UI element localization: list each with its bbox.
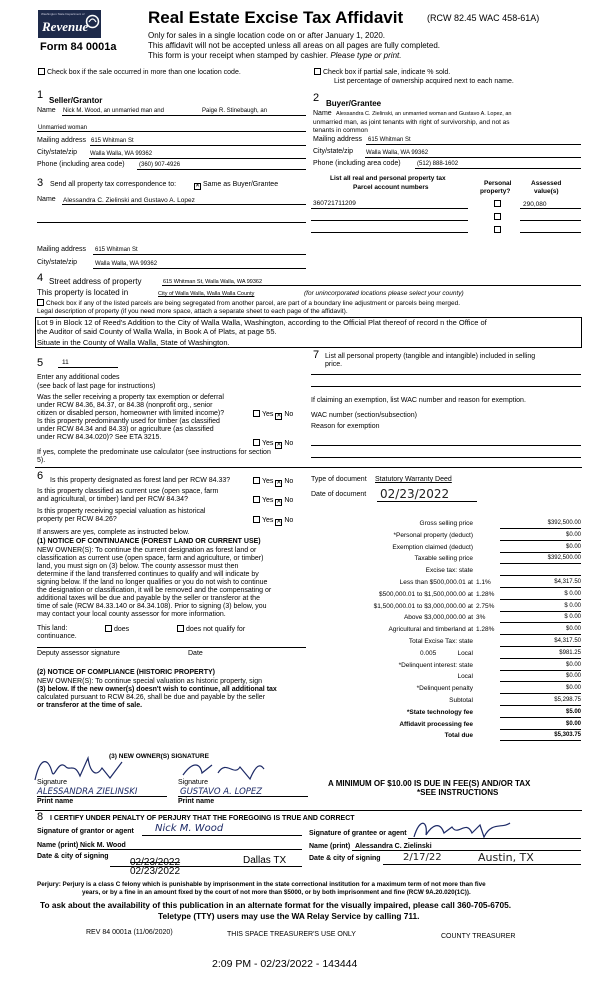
current-use-yesno[interactable]: Yes ✕ No bbox=[253, 496, 293, 506]
forest-yesno[interactable]: Yes ✕ No bbox=[253, 477, 293, 487]
tax-row-amount: $0.00 bbox=[565, 673, 581, 680]
corr-name: Alessandra C. Zielinski and Gustavo A. Lopez bbox=[63, 197, 195, 204]
section-1-number: 1 bbox=[37, 89, 44, 101]
this-land-label: This land: bbox=[37, 625, 68, 632]
sig-label-1: Signature bbox=[37, 779, 67, 786]
county-treasurer-label: COUNTY TREASURER bbox=[441, 933, 516, 940]
tax-row-label: *Delinquent interest: state bbox=[398, 661, 473, 669]
tax-row-amount: $0.00 bbox=[565, 626, 581, 633]
buyer-name-2: unmarried man, as joint tenants with right of survivorship, and not as bbox=[313, 119, 510, 126]
tax-row-label: Agricultural and timberland at bbox=[388, 626, 473, 634]
notice-compliance-title: (2) NOTICE OF COMPLIANCE (HISTORIC PROPERTY) bbox=[37, 669, 215, 676]
tax-row-label: Subtotal bbox=[449, 697, 473, 704]
section-3-number: 3 bbox=[37, 177, 44, 189]
section-5-number: 5 bbox=[37, 357, 44, 369]
tax-row-label: *Personal property (deduct) bbox=[393, 531, 473, 539]
grantor-signature: Nick M. Wood bbox=[155, 823, 224, 834]
print-name-1: ALESSANDRA ZIELINSKI bbox=[37, 787, 138, 797]
segregation-check[interactable]: Check box if any of the listed parcels are being segregated from another parcel, are part of a boundary line adjustment or parcels being merged. bbox=[37, 299, 460, 308]
addl-codes-note: (see back of last page for instructions) bbox=[37, 383, 156, 390]
tax-row-amount: $5.00 bbox=[565, 708, 581, 715]
partial-sale-note: List percentage of ownership acquired next to each name. bbox=[334, 78, 514, 85]
doc-type: Statutory Warranty Deed bbox=[375, 476, 452, 483]
seller-heading: Seller/Grantor bbox=[49, 96, 103, 105]
minimum-due-note: A MINIMUM OF $10.00 IS DUE IN FEE(S) AND/OR TAX bbox=[328, 779, 531, 788]
legal-line-3: Situate in the County of Walla Walla, State of Washington. bbox=[37, 338, 230, 347]
historic-yesno[interactable]: Yes ✕ No bbox=[253, 516, 293, 526]
forest-question: Is this property designated as forest land per RCW 84.33? bbox=[50, 477, 231, 484]
buyer-heading: Buyer/Grantee bbox=[326, 99, 382, 108]
legal-line-1: Lot 9 in Block 12 of Reed's Addition to the City of Walla Walla, Washington, according to the Official Plat thereof of record n the Office of bbox=[37, 318, 487, 327]
grantee-name: Alessandra C. Zielinski bbox=[355, 843, 432, 850]
q-exemption-3: citizen or disabled person, homeowner with limited income)? bbox=[37, 410, 225, 417]
personal-heading-2: property? bbox=[480, 188, 511, 195]
q-exemption-yesno[interactable]: Yes ✕ No bbox=[253, 410, 293, 420]
print-label-1: Print name bbox=[37, 798, 74, 805]
tax-row-amount: $0.00 bbox=[565, 685, 581, 692]
buyer-city: Walla Walla, WA 99362 bbox=[366, 150, 429, 156]
parcel-heading-1: List all real and personal property tax bbox=[330, 175, 446, 182]
new-owner-sig-title: (3) NEW OWNER(S) SIGNATURE bbox=[109, 753, 209, 760]
tax-row-rate: 0.005 bbox=[420, 649, 437, 657]
if-yes-note: If answers are yes, complete as instructed below. bbox=[37, 529, 190, 536]
seller-name-2: Paige R. Stinebaugh, an bbox=[202, 108, 268, 114]
buyer-phone: (512) 888-1602 bbox=[417, 161, 459, 167]
parcel-heading-2: Parcel account numbers bbox=[353, 184, 429, 191]
assessed-heading-2: value(s) bbox=[534, 188, 559, 195]
personal-check-1[interactable] bbox=[494, 200, 501, 207]
partial-sale-check[interactable]: Check box if partial sale, indicate % sold. bbox=[314, 68, 450, 77]
seller-name-1: Nick M. Wood, an unmarried man and bbox=[63, 108, 164, 114]
section-4-number: 4 bbox=[37, 272, 44, 284]
q-timber-2: under RCW 84.34 and 84.33) or agriculture (as classified bbox=[37, 426, 214, 433]
tax-row-label: Gross selling price bbox=[419, 520, 473, 527]
tax-row-rate: 1.28% bbox=[476, 626, 495, 634]
revenue-logo bbox=[38, 10, 101, 38]
section-7-number: 7 bbox=[313, 349, 320, 361]
corr-mail: 615 Whitman St bbox=[95, 247, 138, 253]
location-note: (for unincorporated locations please select your county) bbox=[304, 290, 464, 297]
tax-row-label: Total Excise Tax: state bbox=[408, 638, 473, 645]
tax-row-label: *Delinquent penalty bbox=[416, 685, 473, 693]
wac-label: WAC number (section/subsection) bbox=[311, 412, 417, 419]
print-label-2: Print name bbox=[178, 798, 215, 805]
section-8-number: 8 bbox=[37, 811, 44, 823]
notice-continuance-title: (1) NOTICE OF CONTINUANCE (FOREST LAND OR CURRENT USE) bbox=[37, 538, 261, 545]
header-line-1: Only for sales in a single location code on or after January 1, 2020. bbox=[148, 31, 386, 40]
grantor-name: Nick M. Wood bbox=[80, 842, 126, 849]
grantee-date-label: Date & city of signing bbox=[309, 855, 381, 862]
tax-row-amount: $ 0.00 bbox=[564, 602, 581, 609]
grantee-city: Austin, TX bbox=[478, 851, 534, 864]
tax-row-label: Local bbox=[457, 649, 473, 657]
tax-row-amount: $4,317.50 bbox=[554, 579, 581, 585]
tax-row-amount: $392,500.00 bbox=[547, 555, 581, 562]
buyer-phone-label: Phone (including area code) bbox=[313, 160, 401, 167]
current-use-q-2: and agricultural, or timber) land per RCW 84.34? bbox=[37, 496, 188, 503]
assessor-date-label: Date bbox=[188, 650, 203, 657]
tax-row-rate: 1.1% bbox=[476, 579, 491, 586]
grantor-name-label: Name (print) bbox=[37, 842, 79, 849]
legal-line-2: the Auditor of said County of Walla Walla, in Book A of Plats, at page 55. bbox=[37, 327, 277, 336]
doc-date-label: Date of document bbox=[311, 491, 367, 498]
historic-q-1: Is this property receiving special valuation as historical bbox=[37, 508, 206, 515]
same-as-buyer-check[interactable]: ✕ Same as Buyer/Grantee bbox=[195, 181, 279, 189]
tax-row-amount: $ 0.00 bbox=[564, 614, 581, 621]
rcw-reference: (RCW 82.45 WAC 458-61A) bbox=[427, 13, 540, 23]
tax-row-label: Total due bbox=[444, 732, 473, 740]
grantee-date: 2/17/22 bbox=[403, 852, 442, 863]
tax-row-amount: $0.00 bbox=[565, 720, 581, 727]
addl-codes-label: Enter any additional codes bbox=[37, 374, 120, 381]
buyer-mail-label: Mailing address bbox=[313, 136, 363, 143]
tax-row-amount: $0.00 bbox=[565, 661, 581, 668]
alt-format-line-2: Teletype (TTY) users may use the WA Relay Service by calling 711. bbox=[158, 911, 420, 921]
tax-row-amount: $4,317.50 bbox=[554, 638, 581, 644]
personal-prop-label-1: List all personal property (tangible and intangible) included in selling bbox=[325, 353, 536, 360]
tax-row-amount: $392,500.00 bbox=[547, 520, 581, 526]
reason-label: Reason for exemption bbox=[311, 423, 380, 430]
logo-swirl-icon bbox=[85, 14, 100, 29]
tax-row-label: Above $3,000,000.00 at bbox=[403, 614, 473, 622]
tax-row-rate: 2.75% bbox=[476, 602, 495, 610]
assessor-sig-label: Deputy assessor signature bbox=[37, 650, 120, 657]
perjury-line-1: Perjury: Perjury is a class C felony which is punishable by imprisonment in the state correctional institution for a maximum term of not more than five bbox=[37, 881, 486, 888]
tax-row-rate: 3% bbox=[476, 614, 486, 622]
seller-name-label: Name bbox=[37, 107, 56, 114]
treasurer-space-label: THIS SPACE TREASURER'S USE ONLY bbox=[227, 931, 356, 938]
location-label: This property is located in bbox=[37, 288, 129, 297]
corr-city: Walla Walla, WA 99362 bbox=[95, 261, 158, 267]
page-title: Real Estate Excise Tax Affidavit bbox=[148, 8, 404, 27]
grantor-date-label: Date & city of signing bbox=[37, 853, 109, 860]
q-calc-2: 5). bbox=[37, 457, 46, 464]
personal-heading-1: Personal bbox=[484, 180, 512, 187]
revision-label: REV 84 0001a (11/06/2020) bbox=[86, 929, 173, 936]
tax-row-rate: 1.28% bbox=[476, 590, 495, 598]
logo-text: Revenue bbox=[42, 19, 89, 34]
does-check[interactable]: does bbox=[105, 625, 129, 634]
form-number: Form 84 0001a bbox=[40, 41, 117, 53]
multi-location-check[interactable]: Check box if the sale occurred in more than one location code. bbox=[38, 68, 241, 77]
alt-format-line-1: To ask about the availability of this publication in an alternate format for the visually impaired, please call 360-705-6705. bbox=[40, 900, 512, 910]
tax-row-label: $500,000.01 to $1,500,000.00 at bbox=[379, 590, 473, 598]
tax-row-label: *State technology fee bbox=[406, 708, 473, 716]
seller-phone-label: Phone (including area code) bbox=[37, 161, 125, 168]
tax-row-label: $1,500,000.01 to $3,000,000.00 at bbox=[373, 602, 473, 610]
continuance-label: continuance. bbox=[37, 633, 77, 640]
perjury-line-2: years, or by a fine in an amount fixed by the court of not more than $5000, or by both imprisonment and fine (RCW 9A.20.020(1C)). bbox=[82, 889, 471, 896]
legal-desc-label: Legal description of property (if you need more space, attach a separate sheet to each page of the affidavit). bbox=[37, 308, 348, 315]
grantor-date: 02/23/2022 bbox=[130, 866, 181, 877]
tax-row-label: Affidavit processing fee bbox=[399, 720, 473, 728]
assessed-heading-1: Assessed bbox=[531, 180, 562, 187]
receipt-stamp: 2:09 PM - 02/23/2022 - 143444 bbox=[212, 958, 358, 970]
buyer-name-3: tenants in common bbox=[313, 127, 368, 134]
tax-corr-label: Send all property tax correspondence to: bbox=[50, 181, 177, 188]
tax-row-amount: $0.00 bbox=[565, 531, 581, 538]
section-6-number: 6 bbox=[37, 470, 44, 482]
grantor-date-struck: 02/23/2022 bbox=[130, 857, 181, 868]
q-exemption-1: Was the seller receiving a property tax exemption or deferral bbox=[37, 394, 224, 401]
tax-row-amount: $5,298.75 bbox=[554, 697, 581, 703]
header-line-2: This affidavit will not be accepted unless all areas on all pages are fully completed. bbox=[148, 41, 441, 50]
current-use-q-1: Is this property classified as current use (open space, farm bbox=[37, 488, 219, 495]
seller-mail: 615 Whitman St bbox=[91, 138, 134, 144]
street-label: Street address of property bbox=[49, 277, 142, 286]
buyer-name-1: Alessandra C. Zielinski, an unmarried woman and Gustavo A. Lopez, an bbox=[336, 111, 512, 117]
tax-row-label: Local bbox=[457, 673, 473, 681]
q-timber-3: under RCW 84.34.020)? See ETA 3215. bbox=[37, 434, 162, 441]
personal-check-3[interactable] bbox=[494, 226, 501, 233]
tax-row-label: Less than $500,000.01 at bbox=[399, 579, 473, 586]
q-timber-yesno[interactable]: Yes ✕ No bbox=[253, 439, 293, 449]
header-line-3: This form is your receipt when stamped by cashier. Please type or print. bbox=[148, 51, 402, 60]
see-instructions: *SEE INSTRUCTIONS bbox=[417, 788, 499, 797]
exemption-label: If claiming an exemption, list WAC number and reason for exemption. bbox=[311, 397, 526, 404]
tax-row-amount: $ 0.00 bbox=[564, 590, 581, 597]
q-timber-1: Is this property predominantly used for timber (as classified bbox=[37, 418, 220, 425]
seller-city-label: City/state/zip bbox=[37, 149, 78, 156]
parcel-account: 360721711209 bbox=[313, 200, 356, 207]
buyer-city-label: City/state/zip bbox=[313, 148, 354, 155]
tax-row-amount: $0.00 bbox=[565, 543, 581, 550]
certify-title: I CERTIFY UNDER PENALTY OF PERJURY THAT THE FOREGOING IS TRUE AND CORRECT bbox=[50, 815, 355, 822]
seller-phone: (360) 907-4926 bbox=[139, 162, 181, 168]
personal-prop-label-2: price. bbox=[325, 361, 343, 368]
tax-row-amount: $5,303.75 bbox=[554, 732, 581, 739]
historic-q-2: property per RCW 84.26? bbox=[37, 516, 117, 523]
grantee-sig-label: Signature of grantee or agent bbox=[309, 830, 407, 837]
doc-type-label: Type of document bbox=[311, 476, 367, 483]
seller-name-3: Unmarried woman bbox=[38, 125, 88, 131]
corr-city-label: City/state/zip bbox=[37, 259, 78, 266]
buyer-name-label: Name bbox=[313, 110, 332, 117]
seller-mail-label: Mailing address bbox=[37, 137, 87, 144]
print-name-2: GUSTAVO A. LOPEZ bbox=[180, 787, 263, 797]
q-calc-1: If yes, complete the predominate use calculator (see instructions for section bbox=[37, 449, 271, 456]
grantor-city: Dallas TX bbox=[243, 855, 287, 866]
q-exemption-2: under RCW 84.36, 84.37, or 84.38 (nonprofit org., senior bbox=[37, 402, 213, 409]
tax-row-label: Taxable selling price bbox=[414, 555, 473, 563]
buyer-mail: 615 Whitman St bbox=[368, 137, 411, 143]
street-address: 615 Whitman St, Walla Walla, WA 99362 bbox=[163, 279, 263, 285]
grantor-sig-label: Signature of grantor or agent bbox=[37, 828, 134, 835]
location-value: City of Walla Walla, Walla Walla County bbox=[158, 291, 255, 297]
personal-check-2[interactable] bbox=[494, 213, 501, 220]
logo-subtitle: Washington State Department of bbox=[41, 12, 85, 16]
doc-date: 02/23/2022 bbox=[380, 487, 450, 501]
seller-city: Walla Walla, WA 99362 bbox=[90, 151, 153, 157]
corr-mail-label: Mailing address bbox=[37, 246, 87, 253]
sig-label-2: Signature bbox=[178, 779, 208, 786]
grantee-name-label: Name (print) bbox=[309, 843, 351, 850]
tax-row-amount: $981.25 bbox=[559, 649, 581, 656]
corr-name-label: Name bbox=[37, 196, 56, 203]
tax-row-label: Excise tax: state bbox=[425, 567, 473, 575]
location-code: 11 bbox=[62, 359, 69, 366]
tax-row-label: Exemption claimed (deduct) bbox=[392, 543, 473, 551]
section-2-number: 2 bbox=[313, 92, 320, 104]
assessed-value: 290,080 bbox=[523, 201, 547, 208]
does-not-check[interactable]: does not qualify for bbox=[177, 625, 245, 634]
